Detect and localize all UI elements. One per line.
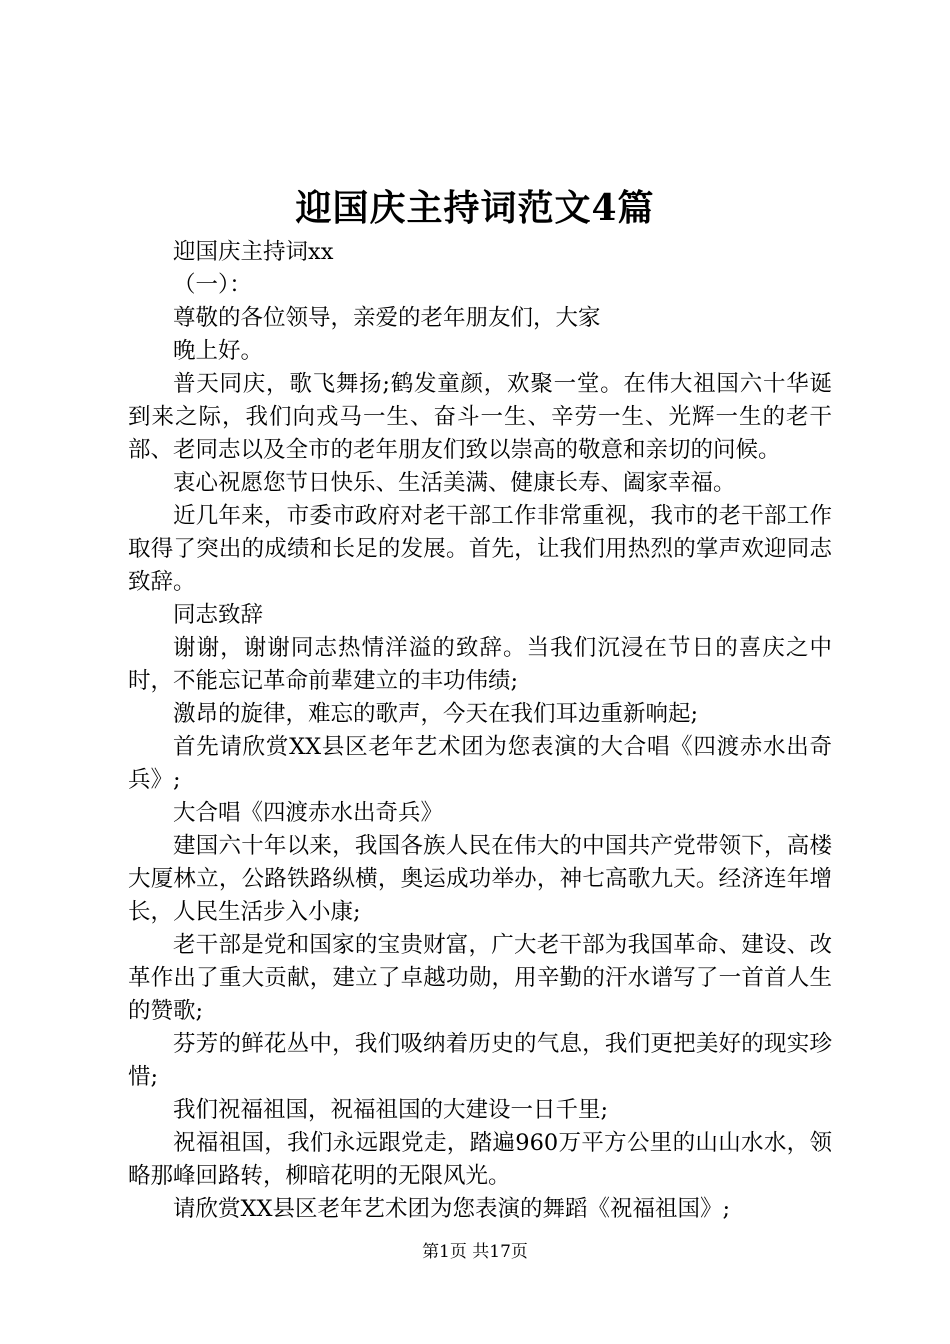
paragraph: 大合唱《四渡赤水出奇兵》 <box>173 800 444 826</box>
paragraph: 祝福祖国，我们永远跟党走，踏遍960万平方公里的山山水水，领略那峰回路转，柳暗花明的无限风光。 <box>128 1130 832 1189</box>
document-body <box>128 236 832 1226</box>
paragraph: 激昂的旋律，难忘的歌声，今天在我们耳边重新响起; <box>173 701 699 727</box>
document-title: 迎国庆主持词范文4篇 <box>295 187 655 229</box>
paragraph: （一）： <box>173 272 252 298</box>
paragraph: 老干部是党和国家的宝贵财富，广大老干部为我国革命、建设、改革作出了重大贡献，建立了卓越功勋，用辛勤的汗水谱写了一首首人生的赞歌; <box>128 932 832 1024</box>
paragraph: 建国六十年以来，我国各族人民在伟大的中国共产党带领下，高楼大厦林立，公路铁路纵横，奥运成功举办，神七高歌九天。经济连年增长，人民生活步入小康; <box>128 833 832 925</box>
paragraph: 普天同庆，歌飞舞扬;鹤发童颜，欢聚一堂。在伟大祖国六十华诞到来之际，我们向戎马一生、奋斗一生、辛劳一生、光辉一生的老干部、老同志以及全市的老年朋友们致以崇高的敬意和亲切的问候。 <box>128 371 832 463</box>
paragraph: 尊敬的各位领导，亲爱的老年朋友们，大家 <box>173 305 601 331</box>
paragraph: 首先请欣赏XX县区老年艺术团为您表演的大合唱《四渡赤水出奇兵》; <box>128 734 832 793</box>
paragraph: 请欣赏XX县区老年艺术团为您表演的舞蹈《祝福祖国》; <box>173 1196 731 1222</box>
paragraph: 晚上好。 <box>173 338 264 364</box>
paragraph: 同志致辞 <box>173 602 264 628</box>
page-footer: 第1页 共17页 <box>422 1242 528 1262</box>
paragraph: 我们祝福祖国，祝福祖国的大建设一日千里; <box>173 1097 609 1123</box>
paragraph: 迎国庆主持词xx <box>173 239 334 265</box>
paragraph: 近几年来，市委市政府对老干部工作非常重视，我市的老干部工作取得了突出的成绩和长足的发展。首先，让我们用热烈的掌声欢迎同志致辞。 <box>128 503 832 595</box>
paragraph: 谢谢，谢谢同志热情洋溢的致辞。当我们沉浸在节日的喜庆之中时，不能忘记革命前辈建立的丰功伟绩; <box>128 635 832 694</box>
paragraph: 衷心祝愿您节日快乐、生活美满、健康长寿、阖家幸福。 <box>173 470 736 496</box>
paragraph: 芬芳的鲜花丛中，我们吸纳着历史的气息，我们更把美好的现实珍惜; <box>128 1031 832 1090</box>
